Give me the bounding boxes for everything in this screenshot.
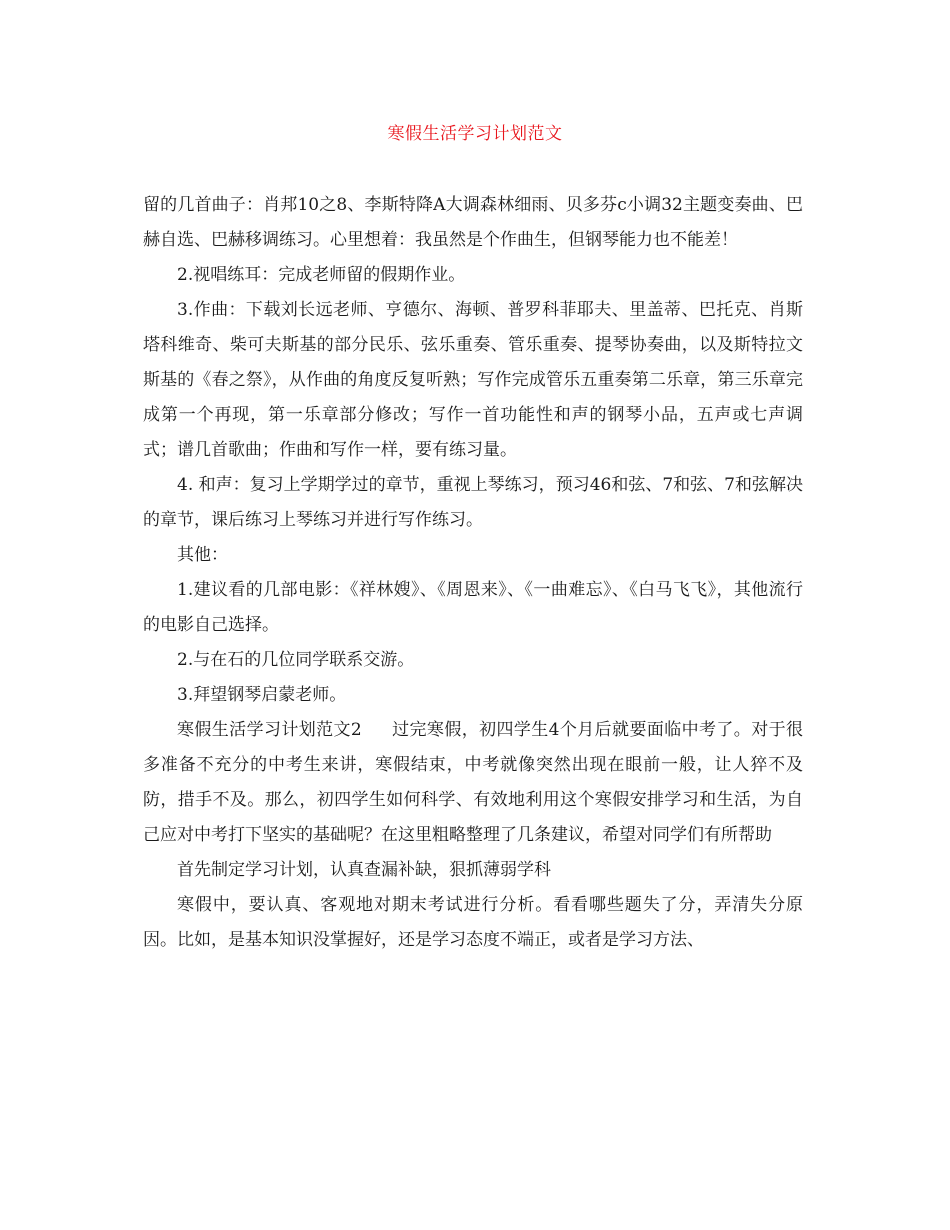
paragraph-exam-analysis: 寒假中，要认真、客观地对期末考试进行分析。看看哪些题失了分，弄清失分原因。比如，是基本知识没掌握好，还是学习态度不端正，或者是学习方法、 <box>143 895 803 950</box>
paragraph-solfege: 2.视唱练耳：完成老师留的假期作业。 <box>177 265 466 285</box>
paragraph-sample-2 <box>143 713 803 853</box>
paragraph-classmates: 2.与在石的几位同学联系交游。 <box>177 650 415 670</box>
paragraph-piano-pieces: 留的几首曲子：肖邦10之8、李斯特降A大调森林细雨、贝多芬c小调32主题变奏曲、巴赫自选、巴赫移调练习。心里想着：我虽然是个作曲生，但钢琴能力也不能差！ <box>143 195 803 250</box>
paragraph-piano-teacher: 3.拜望钢琴启蒙老师。 <box>177 685 347 705</box>
paragraph-movies: 1.建议看的几部电影：《祥林嫂》、《周恩来》、《一曲难忘》、《白马飞飞》，其他流行的电影自己选择。 <box>143 580 803 635</box>
paragraph-other-heading: 其他： <box>177 545 228 565</box>
document-title: 寒假生活学习计划范文 <box>387 124 563 144</box>
paragraph-study-plan: 首先制定学习计划，认真查漏补缺，狠抓薄弱学科 <box>177 860 551 880</box>
sample-2-heading: 寒假生活学习计划范文2 <box>177 720 362 740</box>
sample-2-text: 过完寒假，初四学生4个月后就要面临中考了。对于很多准备不充分的中考生来讲，寒假结束，中考就像突然出现在眼前一般，让人猝不及防，措手不及。那么，初四学生如何科学、有效地利用这个寒假安排学习和生活，为自己应对中考打下坚实的基础呢？在这里粗略整理了几条建议，希望对同学们有所帮助 <box>143 720 803 845</box>
document-body <box>143 188 803 958</box>
paragraph-composition: 3.作曲：下载刘长远老师、亨德尔、海顿、普罗科菲耶夫、里盖蒂、巴托克、肖斯塔科维奇、柴可夫斯基的部分民乐、弦乐重奏、管乐重奏、提琴协奏曲，以及斯特拉文斯基的《春之祭》，从作曲的角度反复听熟；写作完成管乐五重奏第二乐章，第三乐章完成第一个再现，第一乐章部分修改；写作一首功能性和声的钢琴小品，五声或七声调式；谱几首歌曲；作曲和写作一样，要有练习量。 <box>143 300 803 460</box>
paragraph-harmony: 4. 和声：复习上学期学过的章节，重视上琴练习，预习46和弦、7和弦、7和弦解决的章节，课后练习上琴练习并进行写作练习。 <box>143 475 803 530</box>
